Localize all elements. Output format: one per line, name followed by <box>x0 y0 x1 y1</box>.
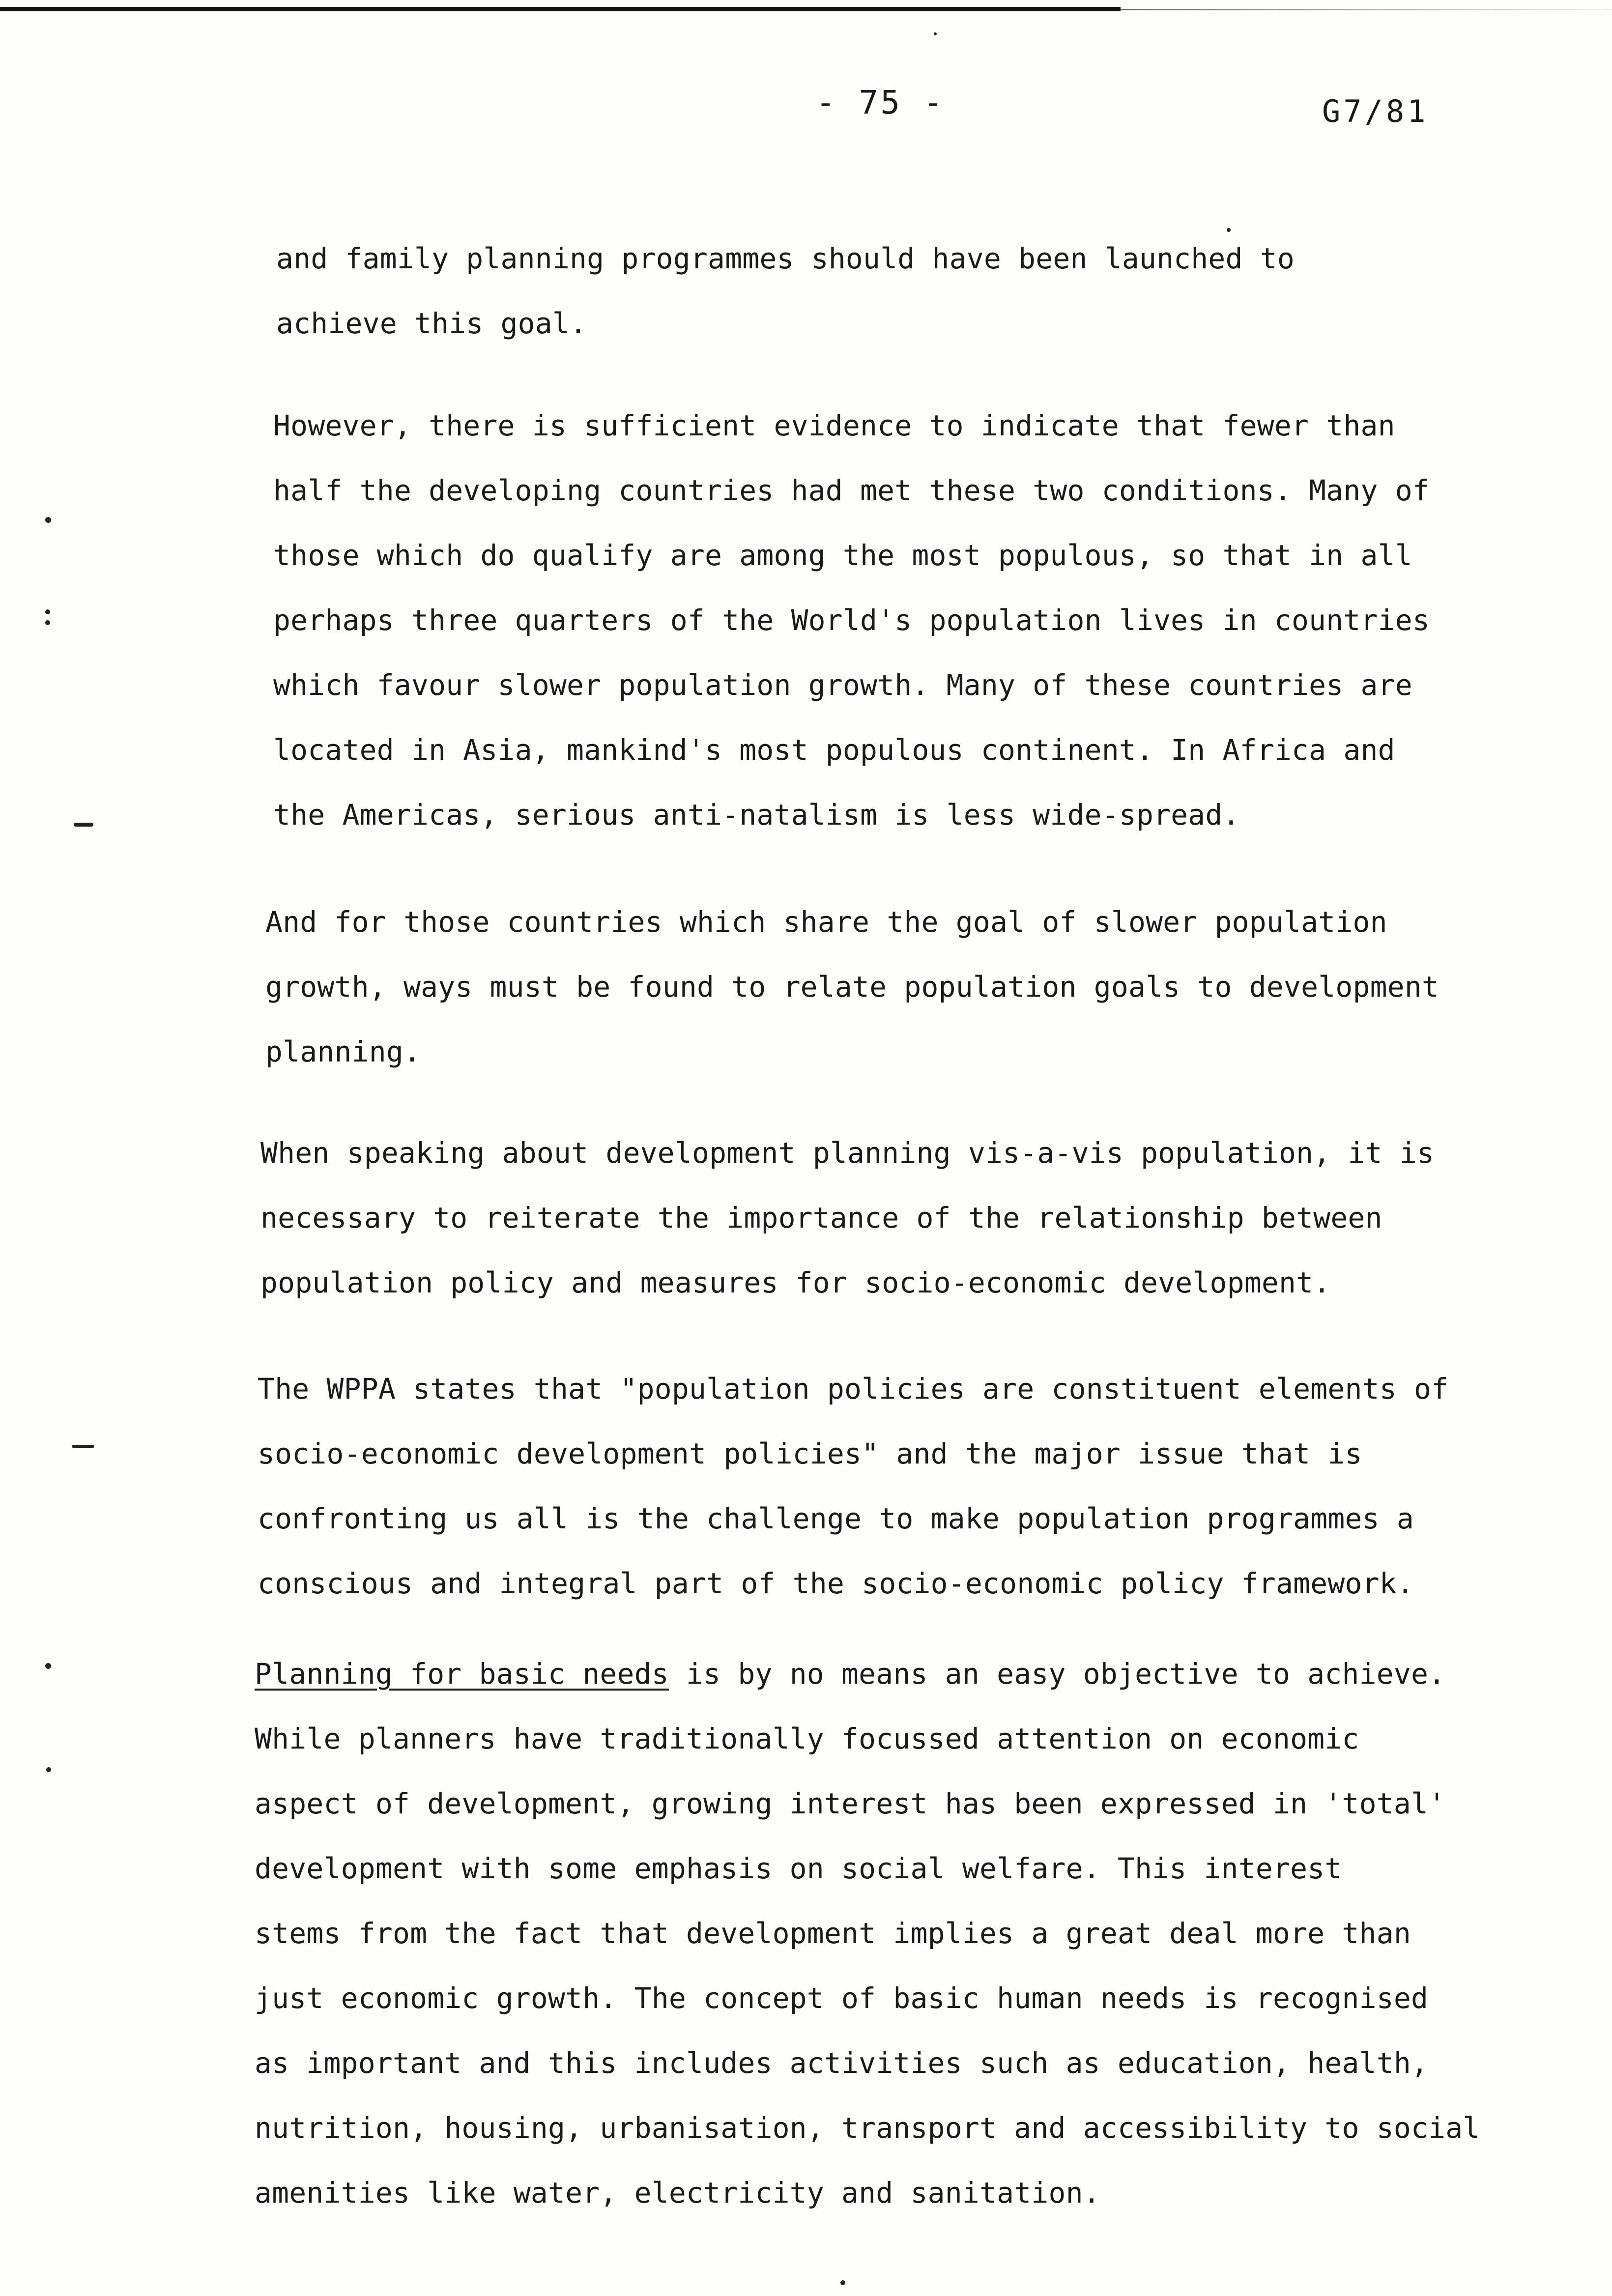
text-line: just economic growth. The concept of basic human needs is recognised <box>255 1981 1429 2015</box>
scan-speck <box>45 609 50 614</box>
paragraph-6 <box>255 1641 1480 2225</box>
paragraph-5 <box>258 1356 1449 1616</box>
text-line: perhaps three quarters of the World's population lives in countries <box>273 603 1430 637</box>
text-line: socio-economic development policies" and the major issue that is <box>258 1437 1362 1470</box>
text-line: development with some emphasis on social welfare. This interest <box>255 1852 1342 1885</box>
page-number: - 75 - <box>816 84 945 121</box>
text-line: amenities like water, electricity and sanitation. <box>255 2176 1100 2210</box>
scan-speck <box>45 517 51 523</box>
text-line <box>255 1641 1446 1706</box>
scan-speck <box>46 1767 51 1772</box>
scan-speck <box>1227 228 1231 232</box>
text-line: the Americas, serious anti-natalism is less wide-spread. <box>273 798 1240 832</box>
heading-rest: is by no means an easy objective to achieve. <box>668 1657 1446 1691</box>
paragraph-3 <box>265 890 1439 1084</box>
paragraph-2 <box>273 393 1443 847</box>
text-line: When speaking about development planning vis-a-vis population, it is <box>260 1136 1435 1170</box>
underlined-heading: Planning for basic needs <box>255 1657 669 1691</box>
text-line: located in Asia, mankind's most populous continent. In Africa and <box>273 733 1395 767</box>
text-line: planning. <box>265 1035 421 1068</box>
text-line: And for those countries which share the goal of slower population <box>265 905 1387 939</box>
scan-mark <box>74 823 93 827</box>
text-line: confronting us all is the challenge to make population programmes a <box>258 1502 1414 1535</box>
text-line: achieve this goal. <box>276 307 587 340</box>
text-line: and family planning programmes should have been launched to <box>276 242 1295 275</box>
scan-speck <box>934 32 937 35</box>
document-id: G7/81 <box>1322 93 1429 129</box>
text-line: those which do qualify are among the most populous, so that in all <box>273 539 1412 572</box>
text-line: nutrition, housing, urbanisation, transport and accessibility to social <box>255 2111 1480 2145</box>
scan-speck <box>45 1663 51 1669</box>
text-line: The WPPA states that "population policies are constituent elements of <box>258 1372 1449 1406</box>
paragraph-1 <box>276 226 1446 356</box>
text-line: population policy and measures for socio-economic development. <box>260 1266 1331 1299</box>
text-line: conscious and integral part of the socio-economic policy framework. <box>258 1567 1414 1600</box>
text-line: growth, ways must be found to relate population goals to development <box>265 970 1439 1004</box>
text-line: half the developing countries had met these two conditions. Many of <box>273 474 1430 507</box>
text-line: While planners have traditionally focussed attention on economic <box>255 1722 1359 1755</box>
text-line: stems from the fact that development implies a great deal more than <box>255 1917 1411 1950</box>
text-line: as important and this includes activities such as education, health, <box>255 2046 1429 2080</box>
text-line: necessary to reiterate the importance of the relationship between <box>260 1201 1382 1234</box>
text-line: However, there is sufficient evidence to indicate that fewer than <box>273 409 1395 442</box>
paragraph-4 <box>260 1120 1435 1315</box>
text-line: which favour slower population growth. Many of these countries are <box>273 668 1412 702</box>
text-line: aspect of development, growing interest has been expressed in 'total' <box>255 1787 1446 1820</box>
scan-mark <box>72 1445 94 1448</box>
scan-speck <box>840 2280 845 2285</box>
scan-speck <box>45 620 50 625</box>
